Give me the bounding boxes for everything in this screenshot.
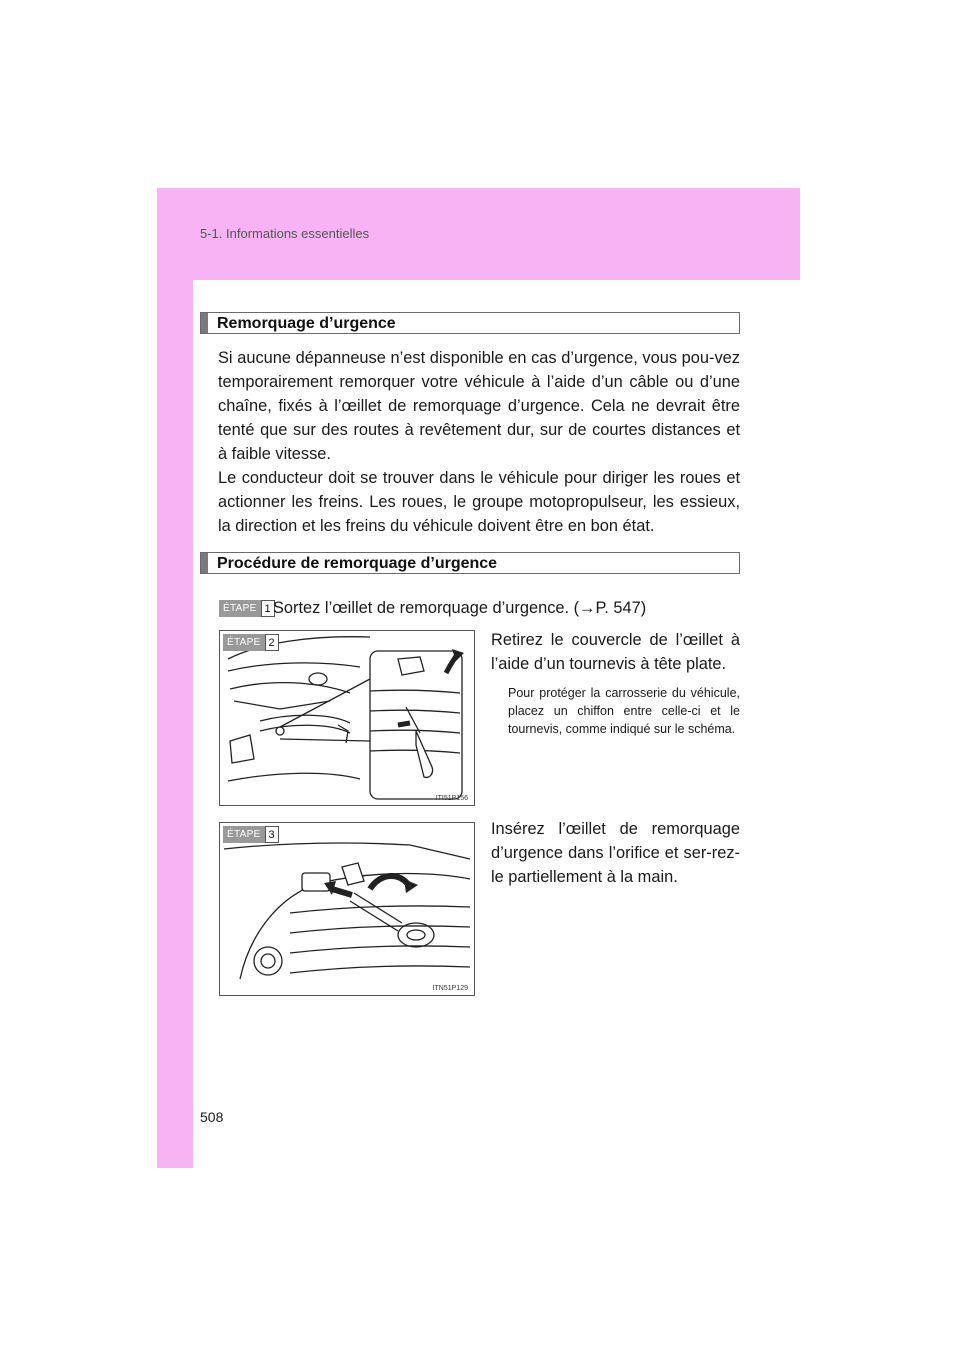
paragraph-1: Si aucune dépanneuse n’est disponible en cas d’urgence, vous pou-vez temporairement remorquer votre véhicule à l’aide d’un câble ou d’une chaîne, fixés à l’œillet de remorquage d’urgence. Cela ne devrait être tenté que sur des routes à revêtement dur, sur de courtes distances et à faible vitesse. [218,349,740,463]
paragraph-2: Le conducteur doit se trouver dans le véhicule pour diriger les roues et actionner les freins. Les roues, le groupe motopropulseur, les essieux, la direction et les freins du véhicule doivent être en bon état. [218,469,740,535]
heading-text: Procédure de remorquage d’urgence [217,555,498,572]
step-2-illustration [219,630,475,806]
heading-bar [201,313,208,333]
sidebar-strip [157,188,193,1168]
figure-code: ITI51P156 [435,795,468,802]
step-number: 3 [265,826,279,843]
page-number: 508 [200,1109,224,1125]
section-label: 5-1. Informations essentielles [200,226,370,241]
step-1-text: Sortez l’œillet de remorquage d’urgence. (→P. 547) [273,599,647,617]
arrow-icon [332,889,352,895]
figure-code: ITN51P129 [432,985,468,992]
tow-eyelet-drawing [220,823,474,995]
step-2-badge [223,634,279,651]
step-number: 1 [261,600,275,617]
rotate-arrow-icon [370,876,410,889]
step-label: ÉTAPE [223,634,265,651]
step-2-text: Retirez le couvercle de l’œillet à l’aide d’un tournevis à tête plate. [491,631,740,673]
step-1-badge [219,600,275,617]
step-2-note: Pour protéger la carrosserie du véhicule, placez un chiffon entre celle-ci et le tournevis, comme indiqué sur le schéma. [508,686,740,736]
step-label: ÉTAPE [223,826,265,843]
step-label: ÉTAPE [219,600,261,617]
step-3-text: Insérez l’œillet de remorquage d’urgence dans l’orifice et ser-rez-le partiellement à la main. [491,820,740,886]
heading-text: Remorquage d’urgence [217,315,396,332]
section-heading-procedure [200,552,740,574]
bumper-screwdriver-drawing [220,631,474,805]
step-3-badge [223,826,279,843]
heading-bar [201,553,208,573]
step-3-illustration [219,822,475,996]
step-number: 2 [265,634,279,651]
section-heading-remorquage [200,312,740,334]
